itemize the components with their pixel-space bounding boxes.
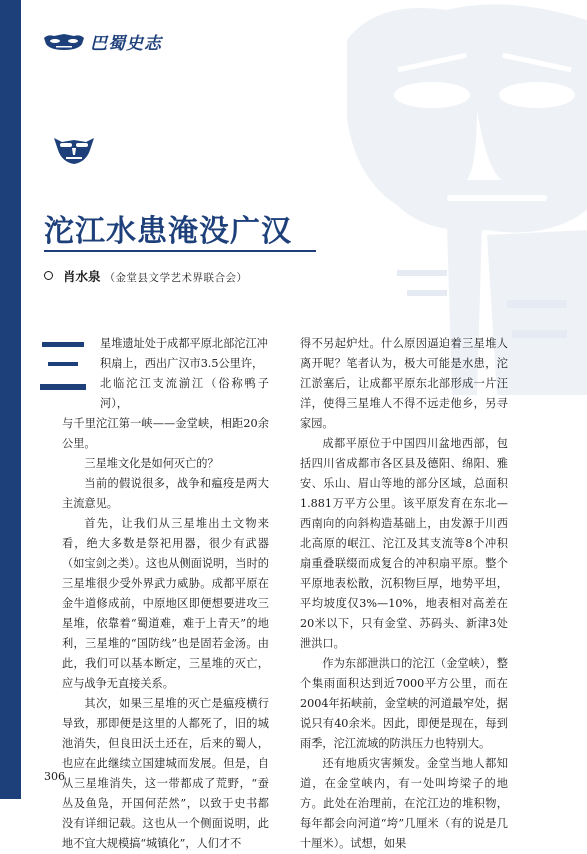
first-paragraph-line: 星堆遗址处于成都平原北部沱江冲 (100, 337, 268, 350)
body-paragraph: 得不另起炉灶。什么原因逼迫着三星堆人离开呢？笔者认为，极大可能是水患，沱江淤塞后，让成都平原东北部形成一片汪洋，使得三星堆人不得不远走他乡，另寻家园。 (300, 337, 508, 430)
article-title: 沱江水患淹没广汉 (44, 214, 292, 249)
author-affiliation: （金堂县文学艺术界联合会） (104, 272, 248, 284)
author-name: 肖水泉 (63, 269, 101, 284)
page-number: 306 (44, 770, 65, 783)
journal-name: 巴蜀史志 (90, 34, 162, 54)
title-underline (44, 250, 316, 252)
right-column (300, 334, 508, 854)
body-paragraph: 其次，如果三星堆的灭亡是瘟疫横行导致，那即便是这里的人都死了，旧的城池消失，但良田沃土还在，后来的蜀人，也应在此继续立国建城而发展。但是，自从三星堆消失，这一带都成了荒野，“蚕丛及鱼凫，开国何茫然”，以致于史书都没有详细记载。这也从一个侧面说明，此地不宜大规模搞“城镇化”，人们才不 (62, 697, 269, 850)
bronze-mask-icon (52, 134, 96, 168)
first-paragraph-line: 北临沱江支流湔江（俗称鸭子河）， (100, 377, 269, 410)
author-line (44, 267, 248, 285)
dropcap-glyph-icon (40, 340, 86, 392)
body-paragraph: 还有地质灾害频发。金堂当地人都知道，在金堂峡内，有一处叫垮梁子的地方。此处在治理前，在沱江边的堆积物，每年都会向河道“垮”几厘米（有的说是几十厘米）。试想，如果 (300, 757, 508, 850)
body-paragraph: 成都平原位于中国四川盆地西部，包括四川省成都市各区县及德阳、绵阳、雅安、乐山、眉山等地的部分区域，总面积1.881万平方公里。该平原发育在东北—西南向的向斜构造基础上，由发源于川西北高原的岷江、沱江及其支流等8个冲积扇重叠联缀而成复合的冲积扇平原。整个平原地表松散，沉积物巨厚，地势平坦，平均坡度仅3%—10%，地表相对高差在20米以下，只有金堂、苏码头、新津3处泄洪口。 (300, 437, 508, 650)
first-paragraph (62, 334, 269, 454)
body-paragraph: 三星堆文化是如何灭亡的？ (84, 457, 219, 470)
body-paragraph: 首先，让我们从三星堆出土文物来看，绝大多数是祭祀用器，很少有武器（如宝剑之类）。这也从侧面说明，当时的三星堆很少受外界武力威胁。成都平原在金牛道修成前，中原地区即便想要进攻三星堆，依靠着“蜀道难，难于上青天”的地利，三星堆的“国防线”也是固若金汤。由此，我们可以基本断定，三星堆的灭亡，应与战争无直接关系。 (62, 517, 269, 690)
body-paragraph: 当前的假说很多，战争和瘟疫是两大主流意见。 (62, 477, 269, 510)
left-color-bar (0, 0, 21, 799)
first-paragraph-line: 积扇上，西出广汉市3.5公里许， (100, 357, 264, 370)
bronze-mask-icon (42, 32, 86, 52)
journal-logo (42, 29, 162, 54)
first-paragraph-tail: 与千里沱江第一峡——金堂峡，相距20余公里。 (62, 417, 269, 450)
body-paragraph: 作为东部泄洪口的沱江（金堂峡），整个集雨面积达到近7000平方公里，而在2004年拓峡前，金堂峡的河道最窄处，据说只有40余米。因此，即便是现在，每到雨季，沱江流域的防洪压力也特别大。 (300, 657, 508, 750)
bullet-icon (44, 271, 53, 280)
left-column (62, 334, 269, 854)
